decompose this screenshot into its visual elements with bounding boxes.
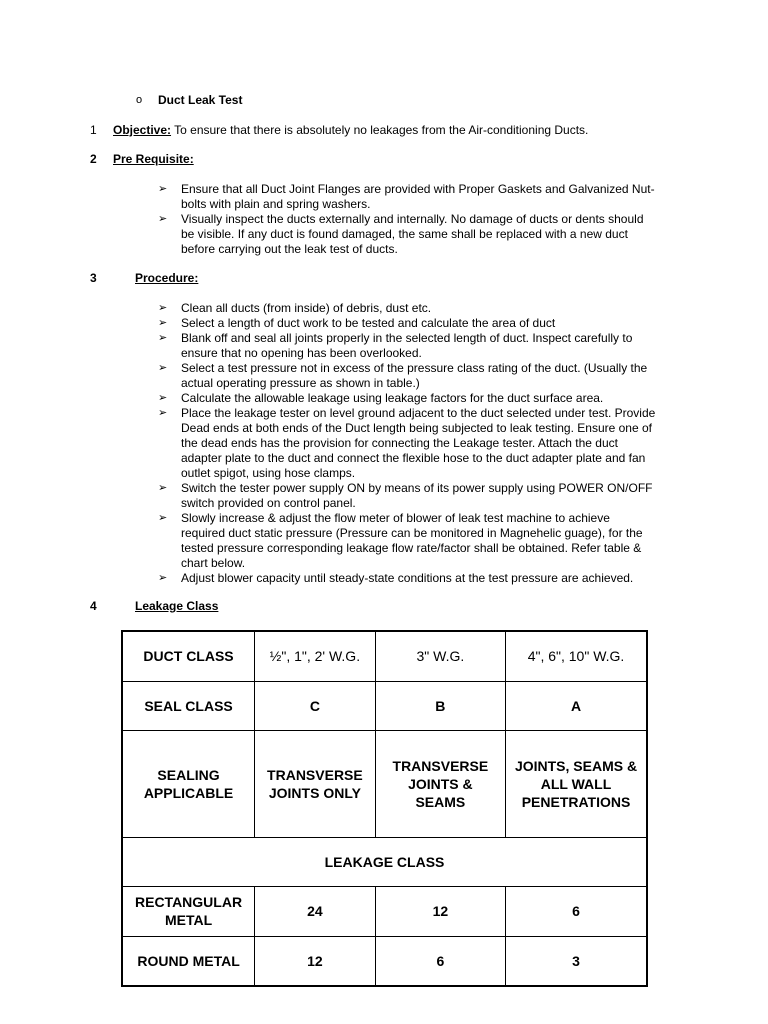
list-item: ➢ Adjust blower capacity until steady-state conditions at the test pressure are achieved. <box>158 571 634 585</box>
section-procedure <box>90 271 198 285</box>
table-cell: ½", 1", 2' W.G. <box>255 631 376 681</box>
list-item: ➢ Blank off and seal all joints properly in the selected length of duct. Inspect carefully to ensure that no opening has been overlooked. <box>158 331 633 360</box>
table-row <box>122 681 647 730</box>
arrow-bullet-icon: ➢ <box>158 407 168 419</box>
table-cell: TRANSVERSE JOINTS ONLY <box>255 730 376 837</box>
section-leakage-class <box>90 599 218 613</box>
table-cell: 12 <box>375 886 505 936</box>
section-label: Objective: <box>113 123 172 137</box>
document-title: Duct Leak Test <box>158 93 243 107</box>
section-number: 1 <box>90 123 97 137</box>
arrow-bullet-icon: ➢ <box>158 512 168 524</box>
table-cell: ROUND METAL <box>122 936 255 986</box>
table-cell: A <box>506 681 647 730</box>
arrow-bullet-icon: ➢ <box>158 183 168 195</box>
table-cell: SEAL CLASS <box>122 681 255 730</box>
list-item: ➢ Clean all ducts (from inside) of debris, dust etc. <box>158 301 432 315</box>
table-cell: 4", 6", 10" W.G. <box>506 631 647 681</box>
arrow-bullet-icon: ➢ <box>158 213 168 225</box>
arrow-bullet-icon: ➢ <box>158 362 168 374</box>
table-row <box>122 936 647 986</box>
prerequisite-list <box>158 182 678 257</box>
procedure-list <box>158 301 678 586</box>
list-item: ➢ Switch the tester power supply ON by means of its power supply using POWER ON/OFF switch provided on control panel. <box>158 481 653 510</box>
section-number: 2 <box>90 152 97 166</box>
leakage-class-table <box>121 630 648 987</box>
arrow-bullet-icon: ➢ <box>158 572 168 584</box>
section-number: 3 <box>90 271 97 285</box>
arrow-bullet-icon: ➢ <box>158 317 168 329</box>
table-row <box>122 730 647 837</box>
table-row <box>122 631 647 681</box>
section-objective <box>90 123 588 137</box>
list-item: ➢ Calculate the allowable leakage using leakage factors for the duct surface area. <box>158 391 604 405</box>
section-prerequisite <box>90 152 194 166</box>
arrow-bullet-icon: ➢ <box>158 392 168 404</box>
table-cell: LEAKAGE CLASS <box>122 837 647 886</box>
table-cell: C <box>255 681 376 730</box>
table-cell: 3" W.G. <box>375 631 505 681</box>
list-item: ➢ Select a test pressure not in excess of the pressure class rating of the duct. (Usually the actual operating pressure as shown in table.) <box>158 361 648 390</box>
table-row <box>122 886 647 936</box>
section-label: Procedure: <box>135 271 199 285</box>
section-label: Pre Requisite: <box>113 152 194 166</box>
table-cell: 6 <box>506 886 647 936</box>
table-row <box>122 837 647 886</box>
table-cell: DUCT CLASS <box>122 631 255 681</box>
table-cell: 24 <box>255 886 376 936</box>
table-cell: 3 <box>506 936 647 986</box>
section-text: To ensure that there is absolutely no leakages from the Air-conditioning Ducts. <box>171 123 589 137</box>
heading-bullet: o <box>136 94 143 106</box>
table-cell: SEALING APPLICABLE <box>122 730 255 837</box>
arrow-bullet-icon: ➢ <box>158 482 168 494</box>
list-item: ➢ Slowly increase & adjust the flow meter of blower of leak test machine to achieve required duct static pressure (Pressure can be monitored in Magnehelic guage), for the tested pressure corresponding leakage flow rate/factor shall be obtained. Refer table & chart below. <box>158 511 643 570</box>
table-cell: RECTANGULAR METAL <box>122 886 255 936</box>
table-cell: 6 <box>375 936 505 986</box>
arrow-bullet-icon: ➢ <box>158 302 168 314</box>
table-cell: TRANSVERSE JOINTS & SEAMS <box>375 730 505 837</box>
arrow-bullet-icon: ➢ <box>158 332 168 344</box>
list-item: ➢ Ensure that all Duct Joint Flanges are provided with Proper Gaskets and Galvanized Nut- bolts with plain and spring washers. <box>158 182 655 211</box>
list-item: ➢ Place the leakage tester on level ground adjacent to the duct selected under test. Provide Dead ends at both ends of the Duct length being subjected to leak testing. Ensure one of the dead ends has the provision for connecting the Leakage tester. Attach the duct adapter plate to the duct and connect the flexible hose to the duct adapter plate and fan outlet spigot, using hose clamps. <box>158 406 656 480</box>
list-item: ➢ Select a length of duct work to be tested and calculate the area of duct <box>158 316 556 330</box>
section-number: 4 <box>90 599 97 613</box>
table-cell: JOINTS, SEAMS & ALL WALL PENETRATIONS <box>506 730 647 837</box>
list-item: ➢ Visually inspect the ducts externally and internally. No damage of ducts or dents should be visible. If any duct is found damaged, the same shall be replaced with a new duct before carrying out the leak test of ducts. <box>158 212 644 256</box>
table-cell: 12 <box>255 936 376 986</box>
table-cell: B <box>375 681 505 730</box>
section-label: Leakage Class <box>135 599 219 613</box>
